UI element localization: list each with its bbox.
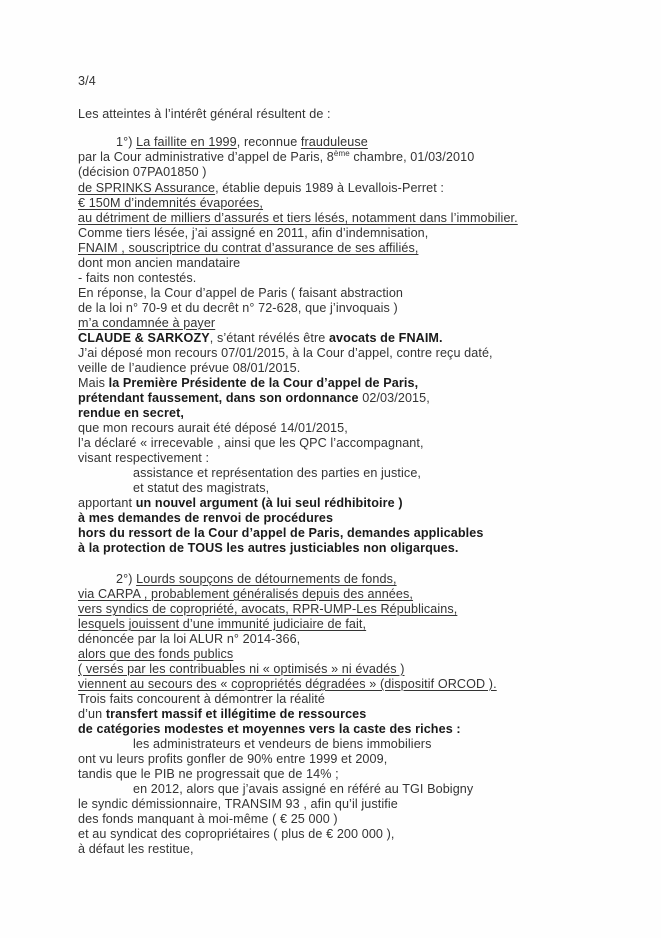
s2-line-10: d’un transfert massif et illégitime de ressources [78,707,367,721]
s1-line-20: que mon recours aurait été déposé 14/01/2015, [78,421,348,435]
s2-line-8: viennent au secours des « copropriétés dégradées » (dispositif ORCOD ). [78,677,497,691]
s1-line-7: Comme tiers lésée, j’ai assigné en 2011, afin d’indemnisation, [78,226,429,240]
s1-line-1: 1°) La faillite en 1999, reconnue frauduleuse [116,135,368,149]
s1-line-10: - faits non contestés. [78,271,197,285]
s1-line-28: à la protection de TOUS les autres justiciables non oligarques. [78,541,459,555]
s1-line-5: € 150M d’indemnités évaporées, [78,196,264,210]
s1-line-27: hors du ressort de la Cour d’appel de Paris, demandes applicables [78,526,484,540]
s2-line-3: vers syndics de copropriété, avocats, RPR-UMP-Les Républicains, [78,602,458,616]
s1-line-22: visant respectivement : [78,451,210,465]
s1-line-6: au détriment de milliers d’assurés et tiers lésés, notamment dans l’immobilier. [78,211,518,225]
s1-line-4: de SPRINKS Assurance, établie depuis 1989 à Levallois-Perret : [78,181,445,195]
s2-line-7: ( versés par les contribuables ni « optimisés » ni évadés ) [78,662,405,676]
s2-line-16: le syndic démissionnaire, TRANSIM 93 , afin qu’il justifie [78,797,398,811]
s1-line-25: apportant un nouvel argument (à lui seul rédhibitoire ) [78,496,403,510]
s1-line-14: CLAUDE & SARKOZY, s’étant révélés être avocats de FNAIM. [78,331,443,345]
s1-line-24: et statut des magistrats, [133,481,270,495]
s1-line-26: à mes demandes de renvoi de procédures [78,511,334,525]
s1-line-9: dont mon ancien mandataire [78,256,241,270]
s2-line-6: alors que des fonds publics [78,647,234,661]
s1-line-12: de la loi n° 70-9 et du decrêt n° 72-628, que j’invoquais ) [78,301,398,315]
s2-number: 2°) [116,572,137,586]
s1-line-17: Mais la Première Présidente de la Cour d’appel de Paris, [78,376,419,390]
page-number: 3/4 [78,74,96,88]
s1-line-3: (décision 07PA01850 ) [78,165,207,179]
s1-line-2: par la Cour administrative d’appel de Paris, 8ème chambre, 01/03/2010 [78,149,475,164]
s1-line-15: J’ai déposé mon recours 07/01/2015, à la Cour d’appel, contre reçu daté, [78,346,493,360]
s2-line-18: et au syndicat des copropriétaires ( plus de € 200 000 ), [78,827,395,841]
s1-line-19: rendue en secret, [78,406,184,420]
s2-line-5: dénoncée par la loi ALUR n° 2014-366, [78,632,301,646]
s1-number: 1°) [116,135,137,149]
intro-line: Les atteintes à l’intérêt général résultent de : [78,107,331,121]
s1-line-8: FNAIM , souscriptrice du contrat d’assurance de ses affiliés, [78,241,419,255]
s2-line-13: ont vu leurs profits gonfler de 90% entre 1999 et 2009, [78,752,388,766]
s1-line-23: assistance et représentation des parties en justice, [133,466,422,480]
s1-line-18: prétendant faussement, dans son ordonnance 02/03/2015, [78,391,430,405]
s2-line-1: 2°) Lourds soupçons de détournements de fonds, [116,572,397,586]
s1-line-11: En réponse, la Cour d’appel de Paris ( faisant abstraction [78,286,404,300]
s1-line-16: veille de l’audience prévue 08/01/2015. [78,361,301,375]
s1-line-21: l’a déclaré « irrecevable , ainsi que les QPC l’accompagnant, [78,436,424,450]
s2-line-19: à défaut les restitue, [78,842,194,856]
s2-line-4: lesquels jouissent d’une immunité judiciaire de fait, [78,617,367,631]
s2-line-2: via CARPA , probablement généralisés depuis des années, [78,587,414,601]
s2-line-11: de catégories modestes et moyennes vers la caste des riches : [78,722,461,736]
s2-line-17: des fonds manquant à moi-même ( € 25 000 ) [78,812,338,826]
s2-line-14: tandis que le PIB ne progressait que de 14% ; [78,767,339,781]
s1-line-13: m’a condamnée à payer [78,316,216,330]
s2-line-15: en 2012, alors que j’avais assigné en référé au TGI Bobigny [133,782,474,796]
s2-line-12: les administrateurs et vendeurs de biens immobiliers [133,737,432,751]
s2-line-9: Trois faits concourent à démontrer la réalité [78,692,325,706]
